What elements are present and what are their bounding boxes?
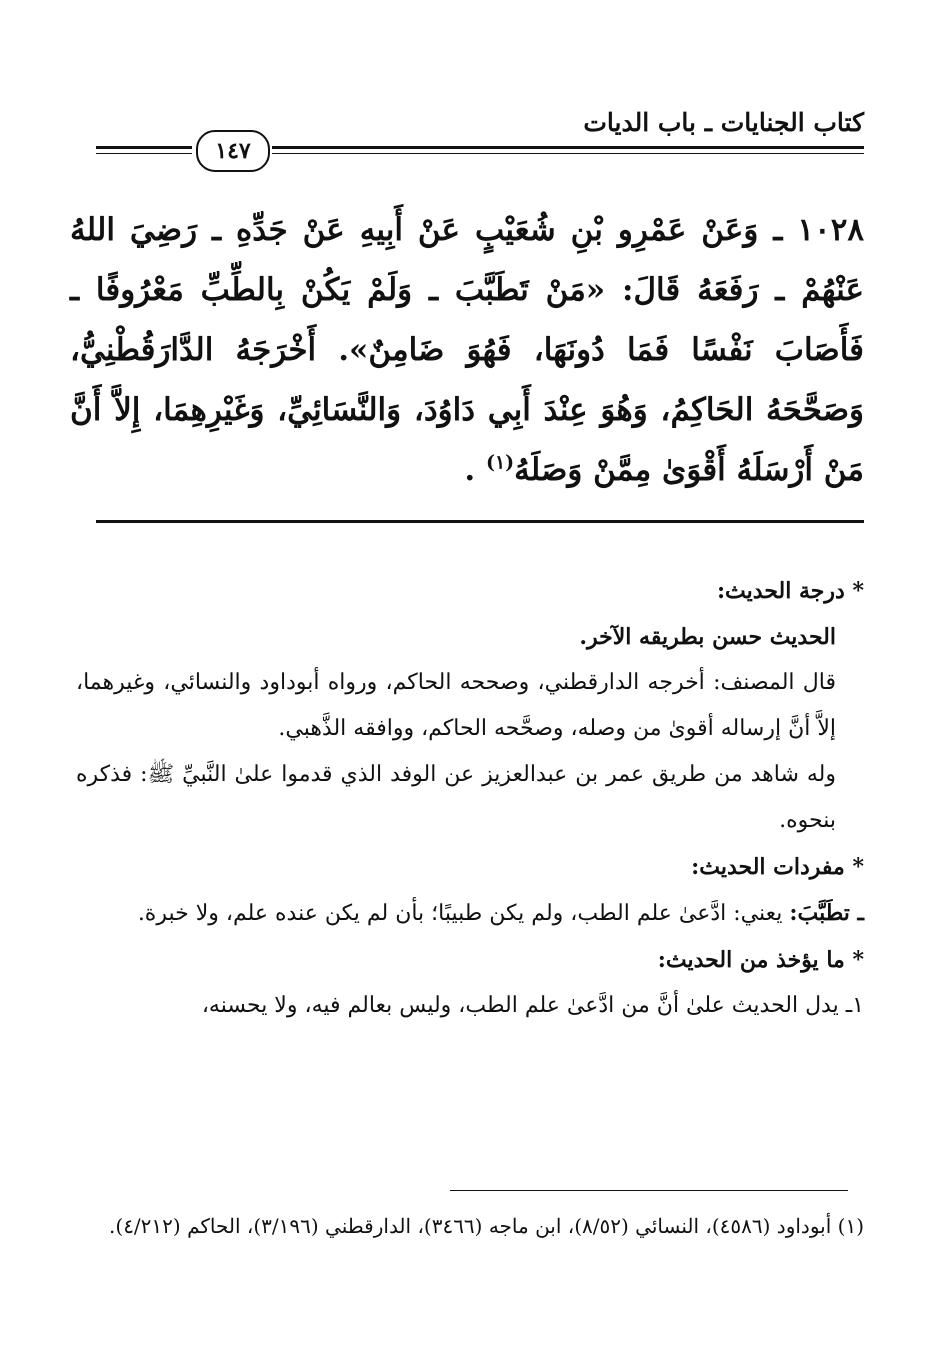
lessons-heading: * ما يؤخذ من الحديث: [657,947,864,973]
lesson-item: ١ـ يدل الحديث علىٰ أنَّ من ادَّعىٰ علم الطب، وليس بعالم فيه، ولا يحسنه، [201,993,864,1018]
author-text: قال المصنف: أخرجه الدارقطني، وصححه الحاكم، ورواه أبوداود والنسائي، وغيرهما، إلاَّ أنَّ إرساله أقوىٰ من وصله، وصحَّحه الحاكم، ووافقه الذَّهبي. [76,670,836,741]
running-title: كتاب الجنايات ـ باب الديات [583,108,864,137]
vocab-text: يعني: ادَّعىٰ علم الطب، ولم يكن طبيبًا؛ بأن لم يكن عنده علم، ولا خبرة. [137,901,783,926]
header-rule-left-thin [96,153,192,154]
section-divider [96,520,864,523]
hadith-number: ١٠٢٨ ـ [773,212,865,248]
header-rule-right [272,146,864,149]
footnote-marker: (١) [485,451,515,474]
footnote-divider [450,1190,848,1191]
footnote: (١) أبوداود (٤٥٨٦)، النسائي (٨/٥٢)، ابن ماجه (٣٤٦٦)، الدارقطني (٣/١٩٦)، الحاكم (٤/٢١٢). [109,1214,864,1238]
vocab-term: ـ تطَبَّبَ: [789,900,864,926]
header-rule-right-thin [272,153,864,154]
header-rule-left [96,146,192,149]
witness-text: وله شاهد من طريق عمر بن عبدالعزيز عن الوفد الذي قدموا علىٰ النَّبيِّ ﷺ: فذكره بنحوه. [76,762,836,833]
commentary [76,568,864,1029]
grade-heading: * درجة الحديث: [716,578,864,604]
hadith-block [70,200,864,500]
grade-text: الحديث حسن بطريقه الآخر. [579,624,836,650]
hadith-end: . [464,452,476,488]
hadith-text: وَعَنْ عَمْرِو بْنِ شُعَيْبٍ عَنْ أَبِيهِ عَنْ جَدِّهِ ـ رَضِيَ اللهُ عَنْهُمْ ـ رَفَعَهُ قَالَ: «مَنْ تَطَبَّبَ ـ وَلَمْ يَكُنْ بِالطِّبِّ مَعْرُوفًا ـ فَأَصَابَ نَفْسًا فَمَا دُونَهَا، فَهُوَ ضَامِنٌ». أَخْرَجَهُ الدَّارَقُطْنِيُّ، وَصَحَّحَهُ الحَاكِمُ، وَهُوَ عِنْدَ أَبِي دَاوُدَ، وَالنَّسَائِيِّ، وَغَيْرِهِمَا، إِلاَّ أَنَّ مَنْ أَرْسَلَهُ أَقْوَىٰ مِمَّنْ وَصَلَهُ [70,212,864,488]
vocab-entry [76,890,864,937]
vocab-heading: * مفردات الحديث: [691,854,864,880]
page-number: ١٤٧ [196,130,270,172]
